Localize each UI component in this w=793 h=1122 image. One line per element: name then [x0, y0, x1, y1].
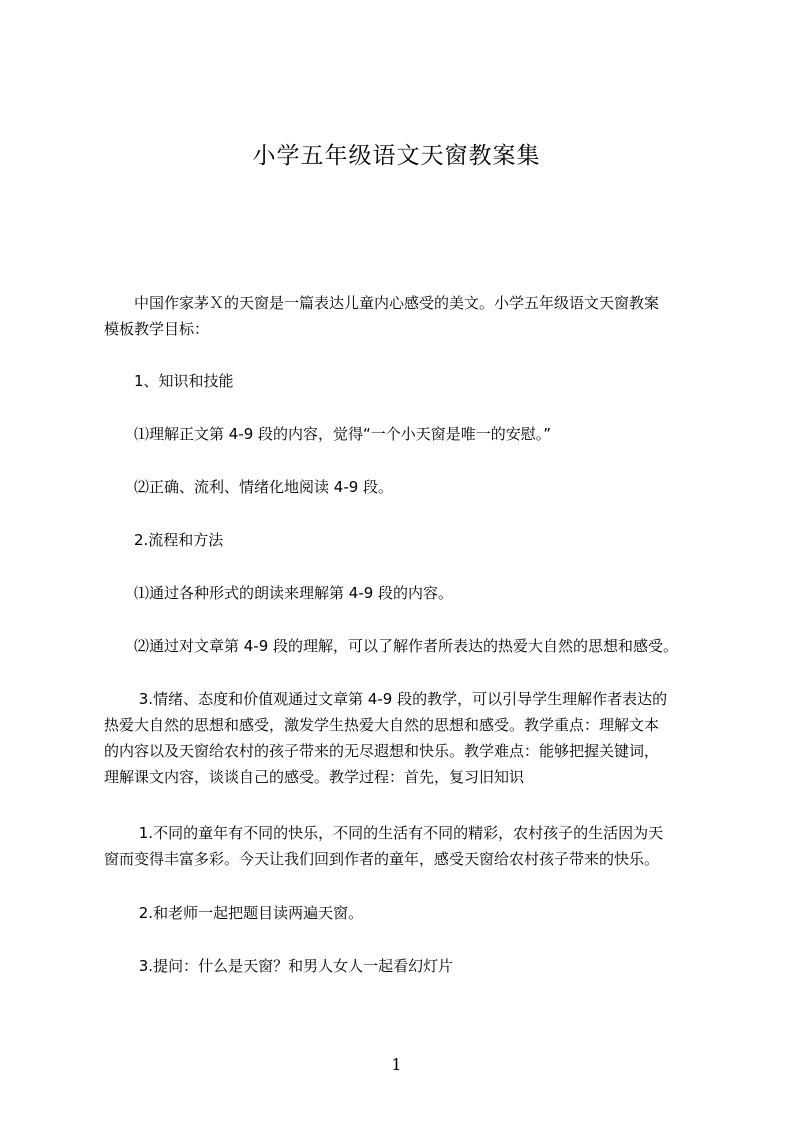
text-line: 3.情绪、态度和价值观通过文章第 4-9 段的教学，可以引导学生理解作者表达的: [104, 690, 668, 708]
paragraph-step-1: [104, 820, 720, 872]
text-line: 中国作家茅Ｘ的天窗是一篇表达儿童内心感受的美文。小学五年级语文天窗教案: [104, 294, 660, 312]
paragraph-step-3: [104, 953, 720, 979]
paragraph-goal-2-1: [104, 580, 720, 606]
text-line: 的内容以及天窗给农村的孩子带来的无尽遐想和快乐。教学难点：能够把握关键词，: [104, 742, 660, 760]
text-line: ⑴通过各种形式的朗读来理解第 4-9 段的内容。: [104, 584, 454, 602]
paragraph-emotion-values: [104, 686, 720, 790]
paragraph-goal-1-1: [104, 421, 720, 447]
paragraph-goal-2-2: [104, 633, 720, 659]
page-number: 1: [391, 1055, 402, 1074]
text-line: 理解课文内容，谈谈自己的感受。教学过程：首先，复习旧知识: [104, 768, 525, 786]
text-line: 1、知识和技能: [104, 372, 234, 390]
text-line: 2.流程和方法: [104, 531, 224, 549]
text-line: ⑵通过对文章第 4-9 段的理解，可以了解作者所表达的热爱大自然的思想和感受。: [104, 637, 679, 655]
paragraph-process-methods: [104, 527, 720, 553]
text-line: 1.不同的童年有不同的快乐，不同的生活有不同的精彩，农村孩子的生活因为天: [104, 824, 664, 842]
text-line: 3.提问：什么是天窗？和男人女人一起看幻灯片: [104, 957, 454, 975]
paragraph-goal-1-2: [104, 474, 720, 500]
paragraph-knowledge-skills: [104, 368, 720, 394]
text-line: 热爱大自然的思想和感受，激发学生热爱大自然的思想和感受。教学重点：理解文本: [104, 716, 660, 734]
document-title: 小学五年级语文天窗教案集: [252, 143, 541, 169]
text-line: 窗而变得丰富多彩。今天让我们回到作者的童年，感受天窗给农村孩子带来的快乐。: [104, 850, 660, 868]
text-line: 2.和老师一起把题目读两遍天窗。: [104, 904, 364, 922]
text-line: ⑵正确、流利、情绪化地阅读 4-9 段。: [104, 478, 394, 496]
text-line: ⑴理解正文第 4-9 段的内容，觉得“一个小天窗是唯一的安慰。”: [104, 425, 552, 443]
paragraph-intro: [104, 290, 720, 342]
paragraph-step-2: [104, 900, 720, 926]
text-line: 模板教学目标：: [104, 320, 210, 338]
